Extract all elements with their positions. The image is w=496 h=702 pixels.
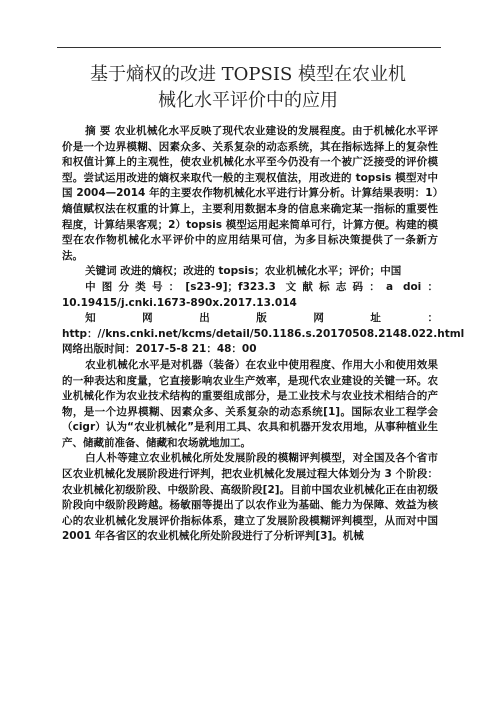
classification-info: 中图分类号：[s23-9]；f323.3 文献标志码：a doi：10.19415/j.cnki.1673-890x.2017.13.014 — [62, 280, 438, 309]
paper-title — [40, 62, 456, 114]
paper-body — [62, 124, 465, 545]
body-paragraph: 白人朴等建立农业机械化所处发展阶段的模糊评判模型，对全国及各个省市区农业机械化发展阶段进行评判，把农业机械化发展过程大体划分为 3 个阶段：农业机械化初级阶段、中级阶段、高级阶段[2]。目前中国农业机械化正在由初级阶段向中级阶段跨越。杨敏丽等提出了以农作业为基础、能力为保障、效益为核心的农业机械化发展评价指标体系，建立了发展阶段模糊评判模型，从而对中国 2001 年各省区的农业机械化所处阶段进行了分析评判[3]。机械 — [62, 452, 438, 543]
keywords — [62, 264, 438, 280]
abstract — [62, 124, 438, 264]
top-rule — [57, 47, 441, 48]
paper-title-line-2: 械化水平评价中的应用 — [158, 90, 338, 111]
body-paragraph: 农业机械化水平是对机器（装备）在农业中使用程度、作用大小和使用效果的一种表达和度量，它直接影响农业生产效率，是现代农业建设的关键一环。农业机械化作为农业技术结构的重要组成部分，是工业技术与农业技术相结合的产物，是一个边界模糊、因素众多、关系复杂的动态系统[1]。国际农业工程学会（cigr）认为“农业机械化”是利用工具、农具和机器开发农用地，从事种植业生产、储藏前准备、储藏和农场就地加工。 — [62, 358, 438, 449]
publication-info: 知网出版网址：http：//kns.cnki.net/kcms/detail/50.1186.s.20170508.2148.022.html 网络出版时间：2017-5-8 21：48：00 — [62, 312, 465, 356]
keywords-label: 关键词 — [85, 265, 117, 278]
abstract-text: 农业机械化水平反映了现代农业建设的发展程度。由于机械化水平评价是一个边界模糊、因素众多、关系复杂的动态系统，其在指标选择上的复杂性和权值计算上的主观性，使农业机械化水平至今仍没有一个被广泛接受的评价模型。尝试运用改进的熵权来取代一般的主观权值法，用改进的 topsis 模型对中国 2004—2014 年的主要农作物机械化水平进行计算分析。计算结果表明：1）熵值赋权法在权重的计算上，主要利用数据本身的信息来确定某一指标的重要性程度，计算结果客观；2）topsis 模型运用起来简单可行，计算方便。构建的模型在农作物机械化水平评价中的应用结果可信，为多目标决策提供了一条新方法。 — [62, 125, 439, 262]
abstract-label: 摘 要 — [85, 125, 111, 137]
paper-title-line-1: 基于熵权的改进 TOPSIS 模型在农业机 — [89, 64, 407, 85]
keywords-text: 改进的熵权；改进的 topsis；农业机械化水平；评价；中国 — [120, 265, 402, 278]
